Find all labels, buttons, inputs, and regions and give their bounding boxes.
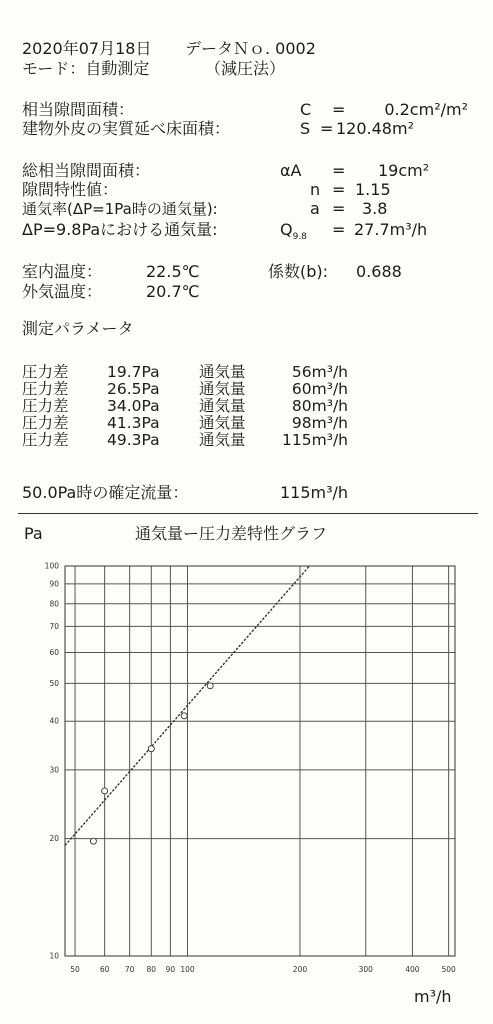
x-tick-label: 90 <box>165 965 176 974</box>
q-symbol-subscript: 9.8 <box>292 232 307 243</box>
y-tick-label: 80 <box>49 599 59 609</box>
x-tick-label: 400 <box>405 965 420 974</box>
flow-label: 通気量 <box>199 431 246 449</box>
x-tick-label: 100 <box>180 965 195 974</box>
pressure-label: 圧力差 <box>22 397 69 415</box>
chart-y-unit: Pa <box>24 524 43 543</box>
y-tick-label: 70 <box>49 621 59 631</box>
measurement-datetime: 2020年07月18日 <box>22 39 152 58</box>
flow-label: 通気量 <box>199 414 246 432</box>
s-label: 建物外皮の実質延べ床面積： <box>22 119 231 138</box>
indoor-temp-value: 22.5℃ <box>146 262 200 281</box>
chart-title: 通気量ー圧力差特性グラフ <box>135 524 328 543</box>
pressure-label: 圧力差 <box>22 363 69 381</box>
y-tick-label: 10 <box>49 951 59 961</box>
x-tick-label: 80 <box>146 965 157 974</box>
q-equals: = <box>332 220 346 239</box>
y-tick-label: 90 <box>49 579 59 589</box>
x-tick-label: 200 <box>292 965 308 974</box>
pressure-value: 49.3Pa <box>107 431 160 449</box>
x-tick-label: 500 <box>441 965 456 974</box>
alpha-a-label: 総相当隙間面積： <box>22 161 151 180</box>
flow-label: 通気量 <box>199 380 246 398</box>
outdoor-temp-label: 外気温度： <box>22 282 103 301</box>
c-label: 相当隙間面積： <box>22 100 135 119</box>
pressure-label: 圧力差 <box>22 431 69 449</box>
fixed-flow-value: 115m³/h <box>280 483 349 502</box>
n-label: 隙間特性値： <box>22 180 119 199</box>
measurement-method: （減圧法） <box>205 59 286 78</box>
outdoor-temp-value: 20.7℃ <box>146 282 200 301</box>
coefficient-value: 0.688 <box>356 262 402 281</box>
s-equals: = <box>320 119 334 138</box>
alpha-a-equals: = <box>332 161 346 180</box>
a-equals: = <box>332 199 346 218</box>
flow-value: 98m³/h <box>291 414 348 432</box>
s-symbol: S <box>300 119 311 138</box>
c-value: 0.2cm²/m² <box>384 100 468 119</box>
pressure-value: 19.7Pa <box>107 363 160 381</box>
pressure-value: 26.5Pa <box>107 380 160 398</box>
n-equals: = <box>332 180 346 199</box>
flow-value: 56m³/h <box>291 363 348 381</box>
data-point <box>207 683 213 689</box>
c-symbol: C <box>300 100 312 119</box>
y-tick-label: 20 <box>49 834 59 844</box>
q-label: ΔP=9.8Paにおける通気量: <box>22 220 218 239</box>
y-tick-label: 40 <box>49 716 59 726</box>
data-point <box>148 746 154 752</box>
y-tick-label: 100 <box>44 561 59 571</box>
s-value: 120.48m² <box>336 119 414 138</box>
q-symbol-letter: Q <box>280 220 293 239</box>
a-value: 3.8 <box>362 199 388 218</box>
a-symbol: a <box>310 199 320 218</box>
x-tick-label: 50 <box>70 965 80 974</box>
pressure-value: 34.0Pa <box>107 397 160 415</box>
flow-label: 通気量 <box>199 363 246 381</box>
data-point <box>90 838 96 844</box>
y-tick-label: 30 <box>49 765 59 775</box>
x-tick-label: 300 <box>358 965 373 974</box>
alpha-a-value: 19cm² <box>378 161 430 180</box>
data-point <box>102 788 108 794</box>
data-number: データＮｏ. 0002 <box>185 39 316 58</box>
plot-frame <box>65 566 455 956</box>
x-tick-label: 70 <box>124 965 135 974</box>
fixed-flow-label: 50.0Pa時の確定流量： <box>22 483 189 502</box>
coefficient-label: 係数(b): <box>268 262 329 281</box>
n-symbol: n <box>310 180 321 199</box>
y-tick-label: 50 <box>49 678 59 688</box>
pressure-value: 41.3Pa <box>107 414 160 432</box>
chart-x-unit: m³/h <box>414 987 452 1006</box>
flow-label: 通気量 <box>199 397 246 415</box>
pressure-label: 圧力差 <box>22 380 69 398</box>
parameters-title: 測定パラメータ <box>22 319 134 338</box>
a-label: 通気率(ΔP=1Pa時の通気量): <box>22 200 218 218</box>
flow-value: 60m³/h <box>291 380 348 398</box>
indoor-temp-label: 室内温度： <box>22 262 103 281</box>
pressure-label: 圧力差 <box>22 414 69 432</box>
x-tick-label: 60 <box>99 965 110 974</box>
flow-value: 80m³/h <box>291 397 348 415</box>
y-tick-label: 60 <box>49 648 59 658</box>
c-equals: = <box>332 100 346 119</box>
data-point <box>181 713 187 719</box>
measurement-mode: モード：自動測定 <box>22 59 150 78</box>
flow-value: 115m³/h <box>282 431 348 449</box>
alpha-a-symbol: αA <box>280 161 302 180</box>
n-value: 1.15 <box>355 180 391 199</box>
q-value: 27.7m³/h <box>354 220 428 239</box>
